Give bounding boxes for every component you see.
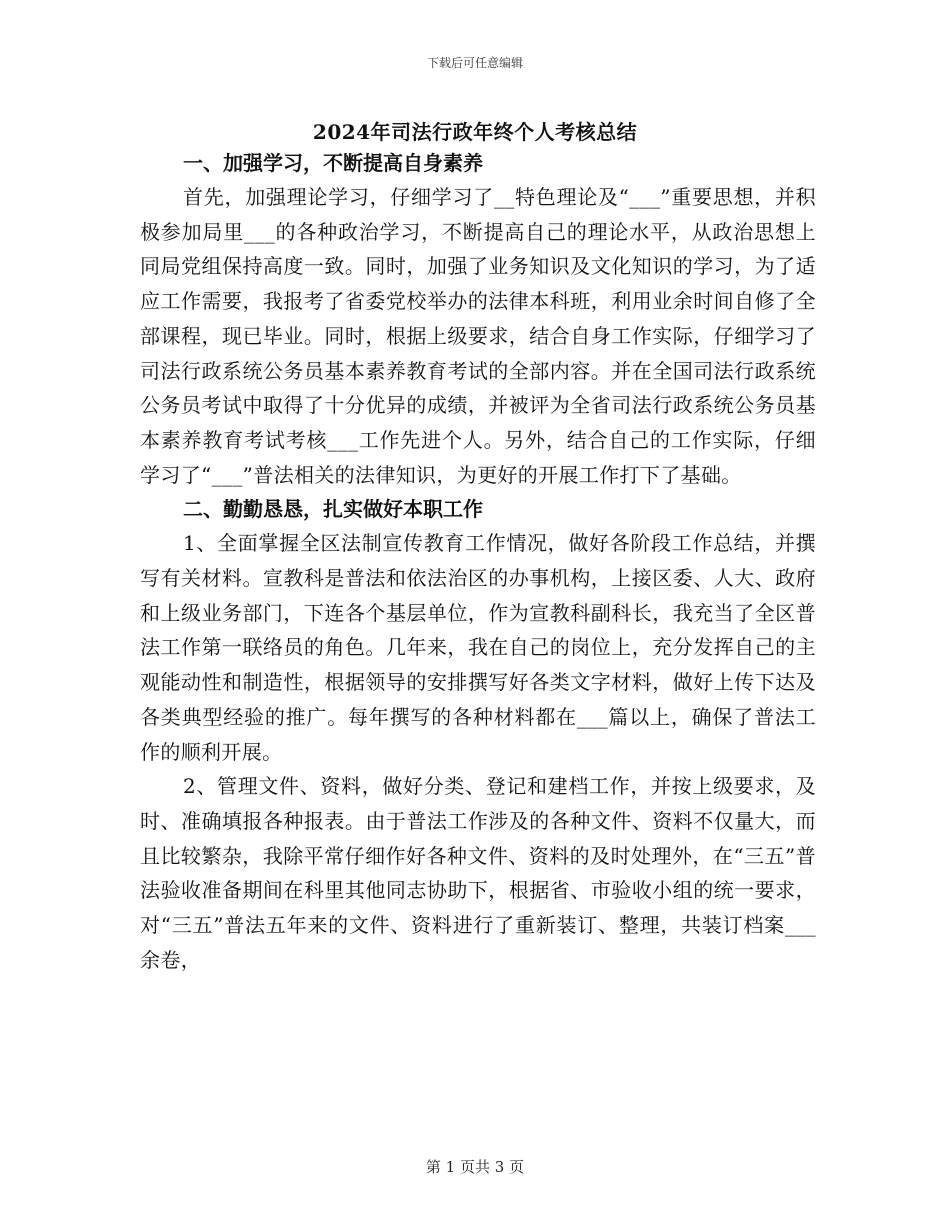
paragraph: 首先，加强理论学习，仔细学习了__特色理论及“___”重要思想，并积极参加局里___的各种政治学习，不断提高自己的理论水平，从政治思想上同局党组保持高度一致。同时，加强了业务知识及文化知识的学习，为了适应工作需要，我报考了省委党校举办的法律本科班，利用业余时间自修了全部课程，现已毕业。同时，根据上级要求，结合自身工作实际，仔细学习了司法行政系统公务员基本素养教育考试的全部内容。并在全国司法行政系统公务员考试中取得了十分优异的成绩，并被评为全省司法行政系统公务员基本素养教育考试考核___工作先进个人。另外，结合自己的工作实际，仔细学习了“___”普法相关的法律知识，为更好的开展工作打下了基础。 — [140, 185, 816, 487]
document-title: 2024年司法行政年终个人考核总结 — [312, 120, 638, 144]
header-note: 下载后可任意编辑 — [426, 56, 523, 70]
document-body — [140, 146, 816, 977]
section-heading: 二、勤勤恳恳，扎实做好本职工作 — [183, 497, 483, 522]
section-heading: 一、加强学习，不断提高自身素养 — [183, 151, 483, 175]
page-footer: 第 1 页共 3 页 — [425, 1158, 525, 1176]
paragraph: 1、全面掌握全区法制宣传教育工作情况，做好各阶段工作总结，并撰写有关材料。宣教科是普法和依法治区的办事机构，上接区委、人大、政府和上级业务部门，下连各个基层单位，作为宣教科副科长，我充当了全区普法工作第一联络员的角色。几年来，我在自己的岗位上，充分发挥自己的主观能动性和制造性，根据领导的安排撰写好各类文字材料，做好上传下达及各类典型经验的推广。每年撰写的各种材料都在___篇以上，确保了普法工作的顺利开展。 — [140, 531, 816, 764]
paragraph: 2、管理文件、资料，做好分类、登记和建档工作，并按上级要求，及时、准确填报各种报表。由于普法工作涉及的各种文件、资料不仅量大，而且比较繁杂，我除平常仔细作好各种文件、资料的及时处理外，在“三五”普法验收准备期间在科里其他同志协助下，根据省、市验收小组的统一要求，对“三五”普法五年来的文件、资料进行了重新装订、整理，共装订档案___余卷， — [140, 774, 816, 972]
